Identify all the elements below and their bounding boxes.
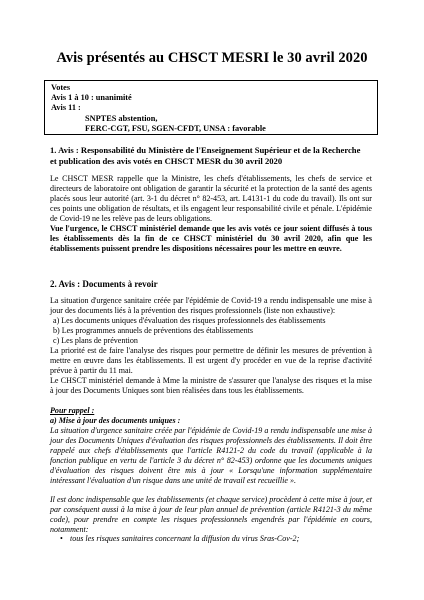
votes-line: FERC-CGT, FSU, SGEN-CFDT, UNSA : favorable [85, 123, 266, 133]
rappel-block [50, 406, 372, 426]
votes-heading: Votes [51, 83, 71, 92]
rappel-heading: Pour rappel : [50, 406, 95, 415]
rappel-paragraph-2: Il est donc indispensable que les établissements (et chaque service) procèdent à cette mise à jour, et par conséquent aussi à la mise à jour de leur plan annuel de prévention (article R4121-3 du même code), pour prendre en compte les risques professionnels engendrés par l'épidémie en cours, notamment: [50, 495, 372, 534]
section-1-heading: 1. Avis : Responsabilité du Ministère de l'Enseignement Supérieur et de la Recherche et publication des avis votés en CHSCT MESR du 30 avril 2020 [50, 145, 361, 166]
rappel-paragraph: La situation d'urgence sanitaire créée par l'épidémie de Covid-19 a rendu indispensable une mise à jour des Documents Uniques d'évaluation des risques professionnels des établissements. Il doit être rappelé aux chefs d'établissements que l'article R4121-2 du code du travail (applicable à la fonction publique en vertu de l'article 3 du décret n° 82-453) ordonne que les documents uniques d'évaluation des risques doivent être mis à jour « Lorsqu'une information supplémentaire intéressant l'évaluation d'un risque dans une unité de travail est recueillie ». [50, 426, 372, 485]
page-title: Avis présentés au CHSCT MESRI le 30 avril 2020 [56, 50, 368, 66]
bullet-text: tous les risques sanitaires concernant la diffusion du virus Sras-Cov-2; [70, 534, 300, 543]
votes-line: Avis 11 : [51, 103, 81, 113]
section-1-request-paragraph: Vue l'urgence, le CHSCT ministériel demande que les avis votés ce jour soient diffusés à tous les établissements dès la fin de ce CHSCT ministériel du 30 avril 2020, afin que les établissements puissent prendre les dispositions nécessaires pour les mettre en œuvre. [50, 224, 372, 253]
section-2-heading: 2. Avis : Documents à revoir [50, 279, 158, 289]
votes-box [44, 80, 378, 135]
votes-line: SNPTES abstention, [85, 113, 158, 123]
section-2-paragraph: La situation d'urgence sanitaire créée par l'épidémie de Covid-19 a rendu indispensable une mise à jour des documents liés à la prévention des risques professionnels (liste non exhaustive): [50, 296, 372, 315]
section-2-request-paragraph: Le CHSCT ministériel demande à Mme la ministre de s'assurer que l'analyse des risques et la mise à jour des Documents Uniques sont bien réalisées dans tous les établissements. [50, 376, 372, 395]
bullet-item [60, 534, 370, 544]
section-1-paragraph: Le CHSCT MESR rappelle que la Ministre, les chefs d'établissements, les chefs de service et directeurs de laboratoire ont obligation de garantir la sécurité et la protection de la santé des agents placés sous leur autorité (art. 3-1 du décret n° 82-453, art. L4131-1 du code du travail). Ils ont sur ces points une obligation de résultats, et ils engagent leur responsabilité civile et pénale. L'épidémie de Covid-19 ne les relève pas de leurs obligations. [50, 174, 372, 223]
list-item: c) Les plans de prévention [53, 335, 138, 345]
section-2-priority-paragraph: La priorité est de faire l'analyse des risques pour permettre de définir les mesures de prévention à mettre en œuvre dans les établissements. Il est urgent d'y procéder en vue de la reprise d'activité prévue à partir du 11 mai. [50, 346, 372, 375]
votes-line: Avis 1 à 10 : unanimité [51, 93, 132, 103]
rappel-subheading: a) Mise à jour des documents uniques : [50, 415, 181, 425]
bullet-icon: • [60, 534, 63, 543]
list-item: a) Les documents uniques d'évaluation des risques professionnels des établissements [53, 316, 326, 325]
list-item: b) Les programmes annuels de préventions des établissements [53, 325, 254, 335]
documents-list [50, 316, 372, 346]
